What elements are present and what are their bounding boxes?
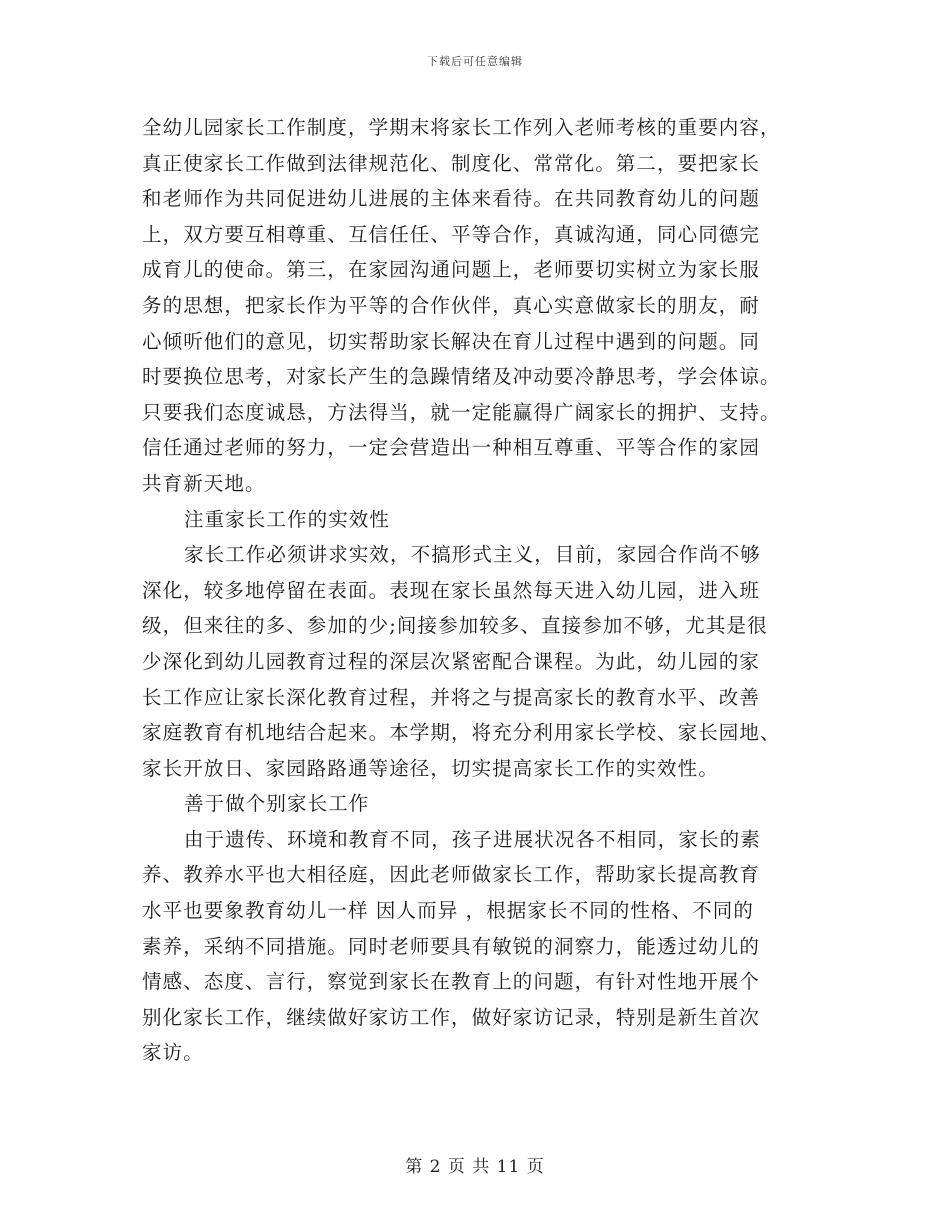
- text-line: 成育儿的使命。第三，在家园沟通问题上，老师要切实树立为家长服: [142, 258, 761, 282]
- text-line: 家庭教育有机地结合起来。本学期，将充分利用家长学校、家长园地、: [142, 721, 781, 745]
- text-line: 别化家长工作，继续做好家访工作，做好家访记录，特别是新生首次: [142, 1005, 761, 1029]
- text-line: 少深化到幼儿园教育过程的深层次紧密配合课程。为此，幼儿园的家: [142, 649, 761, 673]
- text-line: 养、教养水平也大相径庭，因此老师做家长工作，帮助家长提高教育: [142, 863, 761, 887]
- section-heading: 善于做个别家长工作: [184, 792, 370, 816]
- text-line: 时要换位思考，对家长产生的急躁情绪及冲动要冷静思考，学会体谅。: [142, 365, 781, 389]
- text-line: 情感、态度、言行，察觉到家长在教育上的问题，有针对性地开展个: [142, 970, 761, 994]
- text-line: 家长开放日、家园路路通等途径，切实提高家长工作的实效性。: [142, 756, 719, 780]
- text-line: 水平也要象教育幼儿一样 因人而异 ，根据家长不同的性格、不同的: [142, 899, 754, 923]
- text-line: 和老师作为共同促进幼儿进展的主体来看待。在共同教育幼儿的问题: [142, 187, 761, 211]
- text-line: 心倾听他们的意见，切实帮助家长解决在育儿过程中遇到的问题。同: [142, 329, 761, 353]
- page-number: 第 2 页 共 11 页: [405, 1157, 545, 1177]
- page-header: 下载后可任意编辑: [427, 55, 523, 68]
- text-line: 深化，较多地停留在表面。表现在家长虽然每天进入幼儿园，进入班: [142, 578, 761, 602]
- text-line: 素养，采纳不同措施。同时老师要具有敏锐的洞察力，能透过幼儿的: [142, 934, 761, 958]
- text-line: 务的思想，把家长作为平等的合作伙伴，真心实意做家长的朋友，耐: [142, 293, 761, 317]
- document-body: [142, 110, 808, 1071]
- text-line: 信任通过老师的努力，一定会营造出一种相互尊重、平等合作的家园: [142, 436, 761, 460]
- text-line: 长工作应让家长深化教育过程，并将之与提高家长的教育水平、改善: [142, 685, 761, 709]
- paragraph-first-line: 由于遗传、环境和教育不同，孩子进展状况各不相同，家长的素: [184, 827, 761, 851]
- text-line: 真正使家长工作做到法律规范化、制度化、常常化。第二，要把家长: [142, 151, 761, 175]
- text-line: 级，但来往的多、参加的少;间接参加较多、直接参加不够，尤其是很: [142, 614, 768, 638]
- text-line: 上，双方要互相尊重、互信任任、平等合作，真诚沟通，同心同德完: [142, 222, 761, 246]
- paragraph-first-line: 家长工作必须讲求实效，不搞形式主义，目前，家园合作尚不够: [184, 543, 761, 567]
- text-line: 全幼儿园家长工作制度，学期末将家长工作列入老师考核的重要内容，: [142, 116, 781, 139]
- text-line: 只要我们态度诚恳，方法得当，就一定能赢得广阔家长的拥护、支持。: [142, 400, 781, 424]
- text-line: 共育新天地。: [142, 471, 266, 495]
- section-heading: 注重家长工作的实效性: [184, 507, 391, 531]
- text-line: 家访。: [142, 1041, 204, 1065]
